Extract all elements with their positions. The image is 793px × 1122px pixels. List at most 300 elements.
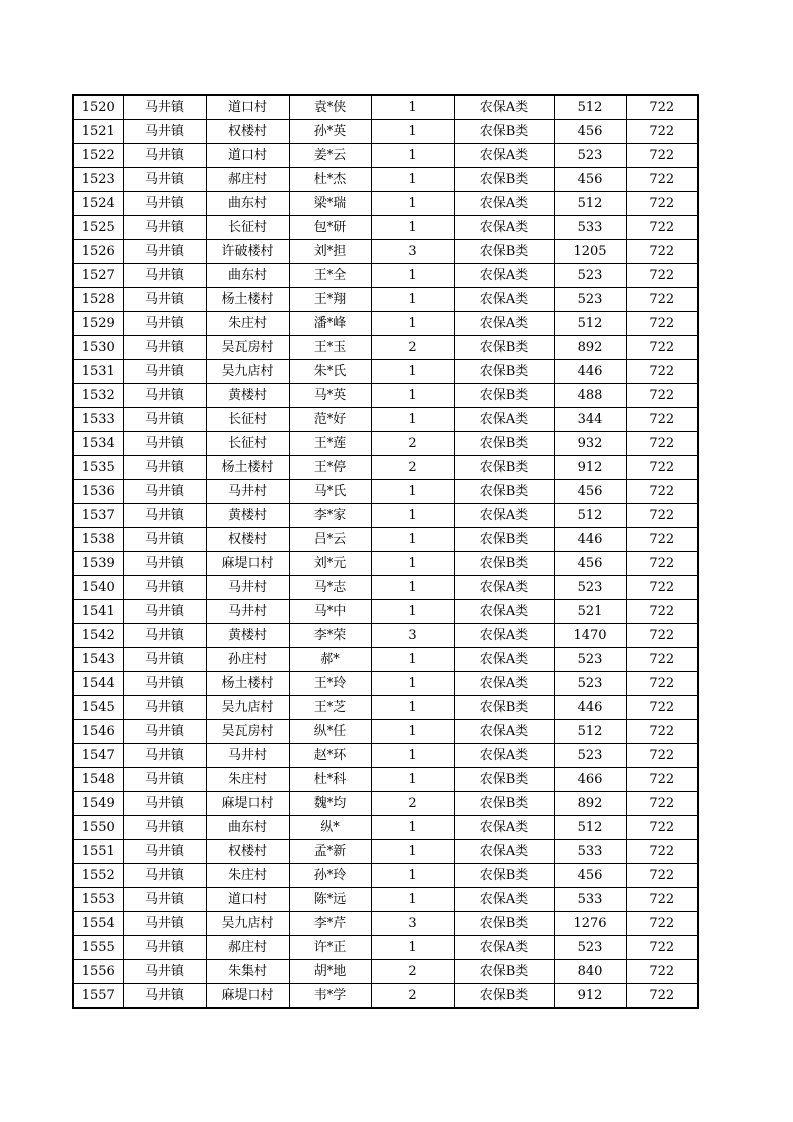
table-row	[73, 672, 698, 696]
row-number-cell: 1557	[73, 984, 123, 1009]
household-size-cell: 1	[371, 648, 454, 672]
town-cell: 马井镇	[123, 168, 206, 192]
town-cell: 马井镇	[123, 312, 206, 336]
name-cell: 杜*科	[289, 768, 371, 792]
insurance-category-cell: 农保B类	[454, 120, 554, 144]
row-number-cell: 1543	[73, 648, 123, 672]
standard-cell: 722	[626, 888, 698, 912]
insurance-category-cell: 农保B类	[454, 168, 554, 192]
village-cell: 吴九店村	[206, 360, 289, 384]
standard-cell: 722	[626, 240, 698, 264]
row-number-cell: 1525	[73, 216, 123, 240]
household-size-cell: 1	[371, 552, 454, 576]
table-row	[73, 744, 698, 768]
town-cell: 马井镇	[123, 432, 206, 456]
amount-cell: 523	[554, 744, 626, 768]
row-number-cell: 1545	[73, 696, 123, 720]
town-cell: 马井镇	[123, 864, 206, 888]
name-cell: 马*中	[289, 600, 371, 624]
household-size-cell: 1	[371, 744, 454, 768]
name-cell: 纵*	[289, 816, 371, 840]
insurance-category-cell: 农保A类	[454, 264, 554, 288]
amount-cell: 892	[554, 336, 626, 360]
table-row	[73, 552, 698, 576]
village-cell: 杨土楼村	[206, 456, 289, 480]
town-cell: 马井镇	[123, 648, 206, 672]
village-cell: 麻堤口村	[206, 552, 289, 576]
table-row	[73, 384, 698, 408]
town-cell: 马井镇	[123, 792, 206, 816]
name-cell: 孙*英	[289, 120, 371, 144]
standard-cell: 722	[626, 936, 698, 960]
row-number-cell: 1524	[73, 192, 123, 216]
household-size-cell: 1	[371, 672, 454, 696]
amount-cell: 1276	[554, 912, 626, 936]
insurance-category-cell: 农保A类	[454, 504, 554, 528]
village-cell: 许破楼村	[206, 240, 289, 264]
standard-cell: 722	[626, 384, 698, 408]
insurance-category-cell: 农保B类	[454, 792, 554, 816]
amount-cell: 456	[554, 864, 626, 888]
standard-cell: 722	[626, 264, 698, 288]
town-cell: 马井镇	[123, 360, 206, 384]
row-number-cell: 1551	[73, 840, 123, 864]
village-cell: 郝庄村	[206, 168, 289, 192]
amount-cell: 512	[554, 192, 626, 216]
row-number-cell: 1530	[73, 336, 123, 360]
table-row	[73, 192, 698, 216]
insurance-category-cell: 农保B类	[454, 768, 554, 792]
name-cell: 王*翔	[289, 288, 371, 312]
amount-cell: 892	[554, 792, 626, 816]
insurance-category-cell: 农保B类	[454, 864, 554, 888]
amount-cell: 533	[554, 888, 626, 912]
table-row	[73, 264, 698, 288]
village-cell: 吴瓦房村	[206, 720, 289, 744]
town-cell: 马井镇	[123, 480, 206, 504]
village-cell: 吴九店村	[206, 696, 289, 720]
name-cell: 韦*学	[289, 984, 371, 1009]
row-number-cell: 1526	[73, 240, 123, 264]
amount-cell: 446	[554, 696, 626, 720]
table-row	[73, 528, 698, 552]
standard-cell: 722	[626, 288, 698, 312]
row-number-cell: 1523	[73, 168, 123, 192]
row-number-cell: 1548	[73, 768, 123, 792]
standard-cell: 722	[626, 672, 698, 696]
table-row	[73, 240, 698, 264]
town-cell: 马井镇	[123, 456, 206, 480]
village-cell: 吴瓦房村	[206, 336, 289, 360]
standard-cell: 722	[626, 216, 698, 240]
standard-cell: 722	[626, 360, 698, 384]
row-number-cell: 1536	[73, 480, 123, 504]
household-size-cell: 1	[371, 504, 454, 528]
name-cell: 魏*均	[289, 792, 371, 816]
table-row	[73, 120, 698, 144]
village-cell: 麻堤口村	[206, 792, 289, 816]
insurance-category-cell: 农保B类	[454, 480, 554, 504]
standard-cell: 722	[626, 336, 698, 360]
table-row	[73, 336, 698, 360]
name-cell: 姜*云	[289, 144, 371, 168]
amount-cell: 1470	[554, 624, 626, 648]
insurance-category-cell: 农保A类	[454, 192, 554, 216]
name-cell: 孙*玲	[289, 864, 371, 888]
name-cell: 孟*新	[289, 840, 371, 864]
row-number-cell: 1528	[73, 288, 123, 312]
row-number-cell: 1520	[73, 95, 123, 120]
name-cell: 王*玉	[289, 336, 371, 360]
village-cell: 麻堤口村	[206, 984, 289, 1009]
standard-cell: 722	[626, 984, 698, 1009]
name-cell: 刘*担	[289, 240, 371, 264]
town-cell: 马井镇	[123, 528, 206, 552]
table-row	[73, 432, 698, 456]
amount-cell: 912	[554, 984, 626, 1009]
name-cell: 赵*环	[289, 744, 371, 768]
table-row	[73, 936, 698, 960]
table-row	[73, 480, 698, 504]
insurance-category-cell: 农保A类	[454, 744, 554, 768]
table-row	[73, 768, 698, 792]
insurance-category-cell: 农保A类	[454, 600, 554, 624]
row-number-cell: 1547	[73, 744, 123, 768]
standard-cell: 722	[626, 120, 698, 144]
standard-cell: 722	[626, 408, 698, 432]
village-cell: 朱集村	[206, 960, 289, 984]
table-row	[73, 888, 698, 912]
amount-cell: 512	[554, 95, 626, 120]
village-cell: 朱庄村	[206, 768, 289, 792]
village-cell: 长征村	[206, 432, 289, 456]
row-number-cell: 1539	[73, 552, 123, 576]
village-cell: 郝庄村	[206, 936, 289, 960]
name-cell: 王*玲	[289, 672, 371, 696]
row-number-cell: 1546	[73, 720, 123, 744]
amount-cell: 932	[554, 432, 626, 456]
table-row	[73, 504, 698, 528]
village-cell: 权楼村	[206, 840, 289, 864]
town-cell: 马井镇	[123, 144, 206, 168]
name-cell: 潘*峰	[289, 312, 371, 336]
town-cell: 马井镇	[123, 600, 206, 624]
village-cell: 曲东村	[206, 192, 289, 216]
household-size-cell: 1	[371, 696, 454, 720]
insurance-category-cell: 农保A类	[454, 840, 554, 864]
amount-cell: 512	[554, 720, 626, 744]
name-cell: 马*志	[289, 576, 371, 600]
name-cell: 吕*云	[289, 528, 371, 552]
amount-cell: 523	[554, 672, 626, 696]
amount-cell: 466	[554, 768, 626, 792]
household-size-cell: 2	[371, 984, 454, 1009]
row-number-cell: 1533	[73, 408, 123, 432]
village-cell: 黄楼村	[206, 384, 289, 408]
table-row	[73, 816, 698, 840]
table-row	[73, 288, 698, 312]
table-row	[73, 456, 698, 480]
name-cell: 许*正	[289, 936, 371, 960]
row-number-cell: 1529	[73, 312, 123, 336]
town-cell: 马井镇	[123, 840, 206, 864]
town-cell: 马井镇	[123, 408, 206, 432]
table-row	[73, 408, 698, 432]
village-cell: 马井村	[206, 744, 289, 768]
insurance-category-cell: 农保A类	[454, 144, 554, 168]
town-cell: 马井镇	[123, 984, 206, 1009]
amount-cell: 523	[554, 936, 626, 960]
village-cell: 长征村	[206, 408, 289, 432]
insurance-category-cell: 农保B类	[454, 696, 554, 720]
household-size-cell: 1	[371, 384, 454, 408]
household-size-cell: 1	[371, 360, 454, 384]
household-size-cell: 1	[371, 600, 454, 624]
row-number-cell: 1555	[73, 936, 123, 960]
row-number-cell: 1527	[73, 264, 123, 288]
table-row	[73, 696, 698, 720]
row-number-cell: 1538	[73, 528, 123, 552]
standard-cell: 722	[626, 816, 698, 840]
household-size-cell: 1	[371, 144, 454, 168]
village-cell: 黄楼村	[206, 504, 289, 528]
standard-cell: 722	[626, 768, 698, 792]
row-number-cell: 1541	[73, 600, 123, 624]
village-cell: 朱庄村	[206, 864, 289, 888]
standard-cell: 722	[626, 480, 698, 504]
town-cell: 马井镇	[123, 384, 206, 408]
household-size-cell: 1	[371, 264, 454, 288]
standard-cell: 722	[626, 624, 698, 648]
town-cell: 马井镇	[123, 576, 206, 600]
town-cell: 马井镇	[123, 816, 206, 840]
name-cell: 纵*任	[289, 720, 371, 744]
row-number-cell: 1552	[73, 864, 123, 888]
household-size-cell: 1	[371, 528, 454, 552]
table-row	[73, 840, 698, 864]
household-size-cell: 1	[371, 168, 454, 192]
name-cell: 梁*瑞	[289, 192, 371, 216]
amount-cell: 512	[554, 816, 626, 840]
standard-cell: 722	[626, 576, 698, 600]
records-table	[72, 94, 699, 1009]
table-row	[73, 912, 698, 936]
household-size-cell: 1	[371, 192, 454, 216]
name-cell: 袁*侠	[289, 95, 371, 120]
standard-cell: 722	[626, 864, 698, 888]
town-cell: 马井镇	[123, 264, 206, 288]
table-row	[73, 576, 698, 600]
insurance-category-cell: 农保B类	[454, 336, 554, 360]
village-cell: 道口村	[206, 95, 289, 120]
amount-cell: 456	[554, 480, 626, 504]
standard-cell: 722	[626, 504, 698, 528]
village-cell: 曲东村	[206, 264, 289, 288]
household-size-cell: 1	[371, 408, 454, 432]
insurance-category-cell: 农保A类	[454, 888, 554, 912]
household-size-cell: 1	[371, 312, 454, 336]
household-size-cell: 3	[371, 912, 454, 936]
household-size-cell: 1	[371, 888, 454, 912]
table-row	[73, 95, 698, 120]
household-size-cell: 2	[371, 432, 454, 456]
amount-cell: 344	[554, 408, 626, 432]
household-size-cell: 2	[371, 336, 454, 360]
table-row	[73, 168, 698, 192]
town-cell: 马井镇	[123, 936, 206, 960]
household-size-cell: 1	[371, 480, 454, 504]
insurance-category-cell: 农保B类	[454, 360, 554, 384]
insurance-category-cell: 农保A类	[454, 672, 554, 696]
village-cell: 道口村	[206, 888, 289, 912]
insurance-category-cell: 农保A类	[454, 936, 554, 960]
household-size-cell: 2	[371, 456, 454, 480]
village-cell: 孙庄村	[206, 648, 289, 672]
name-cell: 朱*氏	[289, 360, 371, 384]
village-cell: 杨土楼村	[206, 288, 289, 312]
town-cell: 马井镇	[123, 720, 206, 744]
table-row	[73, 360, 698, 384]
name-cell: 刘*元	[289, 552, 371, 576]
standard-cell: 722	[626, 840, 698, 864]
village-cell: 马井村	[206, 480, 289, 504]
table-row	[73, 216, 698, 240]
amount-cell: 523	[554, 576, 626, 600]
amount-cell: 456	[554, 552, 626, 576]
name-cell: 李*荣	[289, 624, 371, 648]
insurance-category-cell: 农保B类	[454, 240, 554, 264]
name-cell: 王*停	[289, 456, 371, 480]
village-cell: 道口村	[206, 144, 289, 168]
amount-cell: 840	[554, 960, 626, 984]
standard-cell: 722	[626, 960, 698, 984]
insurance-category-cell: 农保A类	[454, 576, 554, 600]
household-size-cell: 1	[371, 95, 454, 120]
insurance-category-cell: 农保B类	[454, 984, 554, 1009]
name-cell: 包*研	[289, 216, 371, 240]
insurance-category-cell: 农保A类	[454, 216, 554, 240]
insurance-category-cell: 农保A类	[454, 816, 554, 840]
standard-cell: 722	[626, 528, 698, 552]
household-size-cell: 1	[371, 864, 454, 888]
row-number-cell: 1556	[73, 960, 123, 984]
standard-cell: 722	[626, 720, 698, 744]
amount-cell: 523	[554, 144, 626, 168]
amount-cell: 512	[554, 312, 626, 336]
name-cell: 陈*远	[289, 888, 371, 912]
standard-cell: 722	[626, 600, 698, 624]
town-cell: 马井镇	[123, 912, 206, 936]
standard-cell: 722	[626, 792, 698, 816]
standard-cell: 722	[626, 456, 698, 480]
amount-cell: 456	[554, 120, 626, 144]
town-cell: 马井镇	[123, 120, 206, 144]
village-cell: 权楼村	[206, 120, 289, 144]
name-cell: 王*芝	[289, 696, 371, 720]
amount-cell: 533	[554, 840, 626, 864]
insurance-category-cell: 农保A类	[454, 720, 554, 744]
amount-cell: 446	[554, 528, 626, 552]
insurance-category-cell: 农保B类	[454, 552, 554, 576]
amount-cell: 446	[554, 360, 626, 384]
name-cell: 王*全	[289, 264, 371, 288]
name-cell: 马*英	[289, 384, 371, 408]
table-row	[73, 624, 698, 648]
row-number-cell: 1534	[73, 432, 123, 456]
amount-cell: 512	[554, 504, 626, 528]
household-size-cell: 1	[371, 576, 454, 600]
amount-cell: 523	[554, 648, 626, 672]
village-cell: 曲东村	[206, 816, 289, 840]
row-number-cell: 1537	[73, 504, 123, 528]
name-cell: 李*芹	[289, 912, 371, 936]
household-size-cell: 1	[371, 816, 454, 840]
town-cell: 马井镇	[123, 216, 206, 240]
row-number-cell: 1531	[73, 360, 123, 384]
household-size-cell: 1	[371, 120, 454, 144]
name-cell: 李*家	[289, 504, 371, 528]
table-row	[73, 864, 698, 888]
amount-cell: 488	[554, 384, 626, 408]
row-number-cell: 1549	[73, 792, 123, 816]
row-number-cell: 1532	[73, 384, 123, 408]
household-size-cell: 1	[371, 936, 454, 960]
standard-cell: 722	[626, 552, 698, 576]
standard-cell: 722	[626, 95, 698, 120]
row-number-cell: 1535	[73, 456, 123, 480]
town-cell: 马井镇	[123, 288, 206, 312]
insurance-category-cell: 农保B类	[454, 528, 554, 552]
amount-cell: 523	[554, 264, 626, 288]
table-row	[73, 720, 698, 744]
standard-cell: 722	[626, 744, 698, 768]
row-number-cell: 1544	[73, 672, 123, 696]
standard-cell: 722	[626, 312, 698, 336]
household-size-cell: 1	[371, 720, 454, 744]
household-size-cell: 2	[371, 960, 454, 984]
standard-cell: 722	[626, 696, 698, 720]
row-number-cell: 1540	[73, 576, 123, 600]
amount-cell: 533	[554, 216, 626, 240]
amount-cell: 1205	[554, 240, 626, 264]
household-size-cell: 1	[371, 840, 454, 864]
town-cell: 马井镇	[123, 336, 206, 360]
town-cell: 马井镇	[123, 888, 206, 912]
insurance-category-cell: 农保A类	[454, 95, 554, 120]
amount-cell: 912	[554, 456, 626, 480]
insurance-category-cell: 农保A类	[454, 312, 554, 336]
insurance-category-cell: 农保B类	[454, 432, 554, 456]
town-cell: 马井镇	[123, 95, 206, 120]
amount-cell: 456	[554, 168, 626, 192]
village-cell: 吴九店村	[206, 912, 289, 936]
standard-cell: 722	[626, 648, 698, 672]
village-cell: 权楼村	[206, 528, 289, 552]
table-row	[73, 792, 698, 816]
amount-cell: 521	[554, 600, 626, 624]
row-number-cell: 1542	[73, 624, 123, 648]
row-number-cell: 1550	[73, 816, 123, 840]
insurance-category-cell: 农保A类	[454, 624, 554, 648]
standard-cell: 722	[626, 192, 698, 216]
insurance-category-cell: 农保B类	[454, 456, 554, 480]
standard-cell: 722	[626, 144, 698, 168]
village-cell: 杨土楼村	[206, 672, 289, 696]
name-cell: 王*莲	[289, 432, 371, 456]
household-size-cell: 3	[371, 624, 454, 648]
standard-cell: 722	[626, 432, 698, 456]
name-cell: 胡*地	[289, 960, 371, 984]
